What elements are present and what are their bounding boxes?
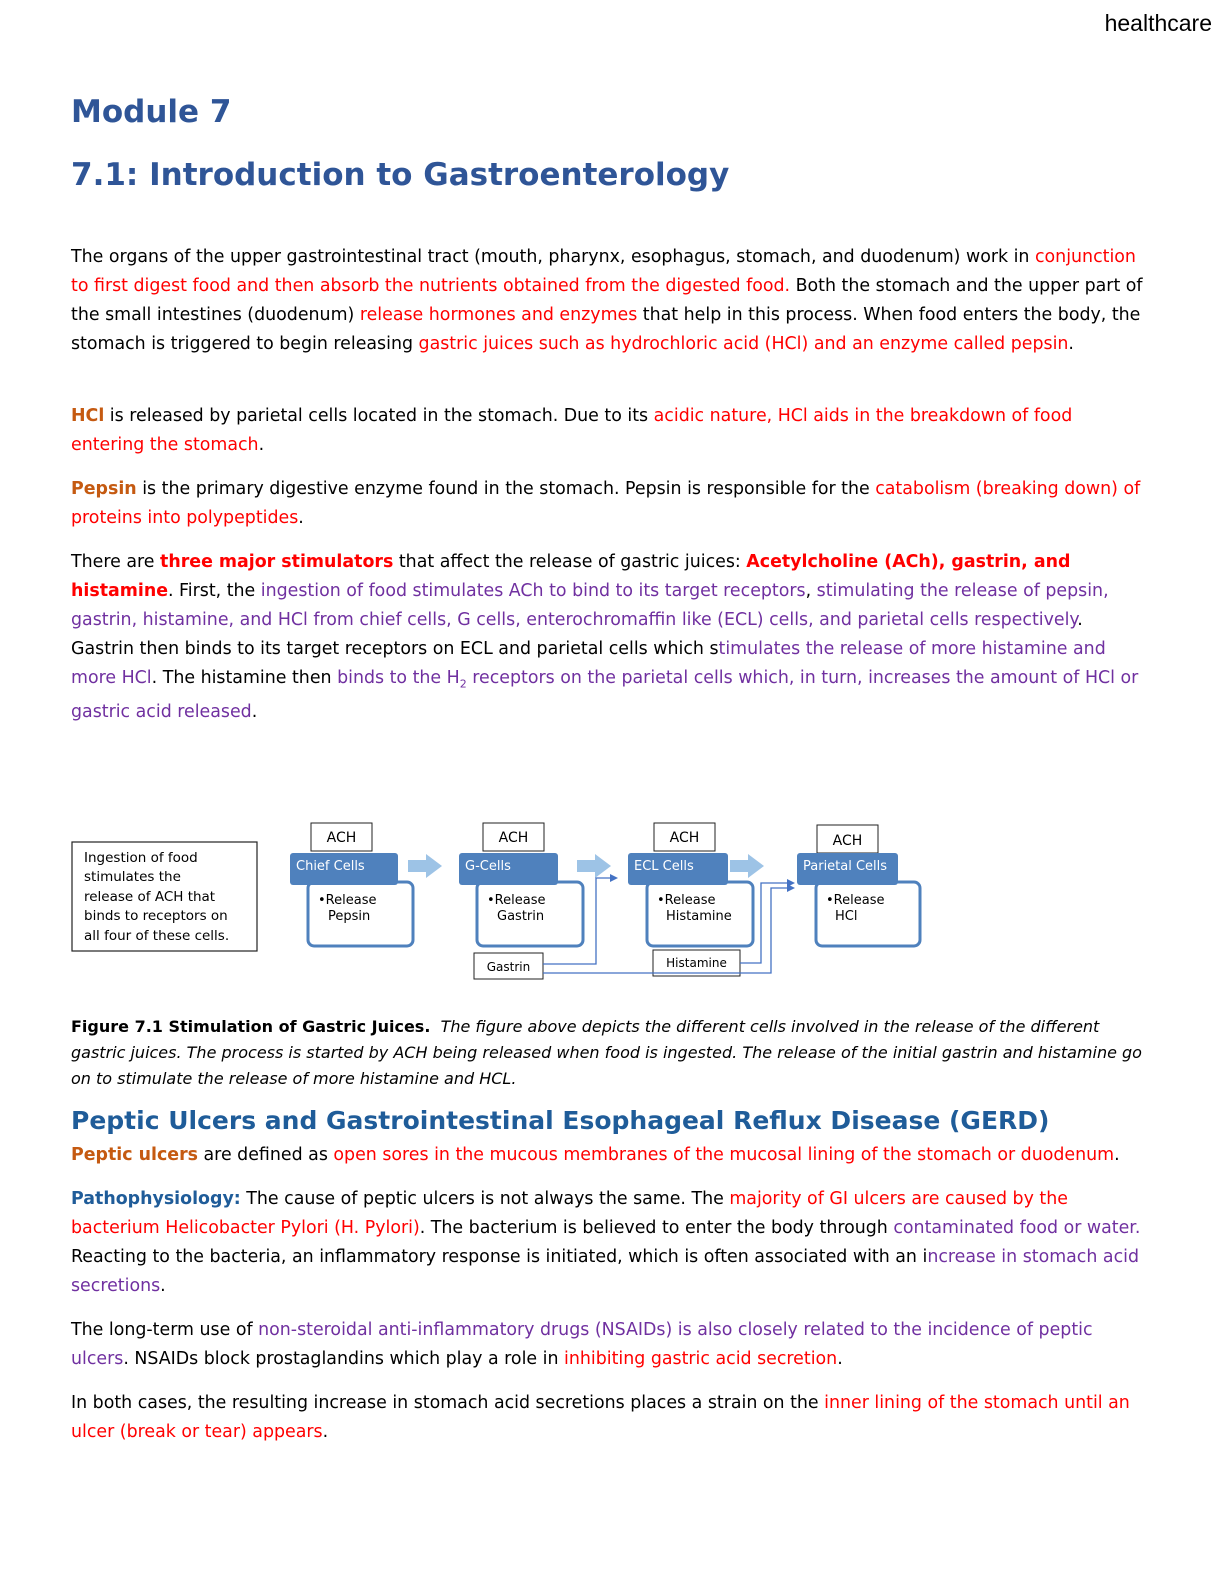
ach-label-g: ACH — [498, 830, 529, 846]
figure-caption: Figure 7.1 Stimulation of Gastric Juices. The figure above depicts the different cells involved in the release of the different gastric juices. The process is started by ACH being released when food is ingested. The release of the initial gastrin and histamine go on to stimulate the release of more histamine and HCL. — [71, 1017, 1142, 1088]
module-title: Module 7 — [71, 94, 232, 130]
arrowhead-ecl — [610, 874, 618, 882]
paragraph-pepsin: Pepsin is the primary digestive enzyme found in the stomach. Pepsin is responsible for the catabolism (breaking down) of proteins into polypeptides. — [71, 479, 1141, 528]
chief-title: Chief Cells — [296, 859, 365, 874]
ecl-line-1: •Release — [657, 893, 716, 908]
g-title: G-Cells — [465, 859, 511, 874]
parietal-title: Parietal Cells — [803, 859, 888, 874]
ach-label-chief: ACH — [326, 830, 357, 846]
parietal-line-2: HCl — [835, 909, 858, 924]
paragraph-peptic-ulcers: Peptic ulcers are defined as open sores in the mucous membranes of the mucosal lining of the stomach or duodenum. — [71, 1145, 1120, 1165]
paragraph-stimulators: There are three major stimulators that affect the release of gastric juices: Acetylcholine (ACh), gastrin, and histamine. First, the ingestion of food stimulates ACh to bind to its target receptors, stimulating the release of pepsin, gastrin, histamine, and HCl from chief cells, G cells, enterochromaffin like (ECL) cells, and parietal cells respectively. Gastrin then binds to its target receptors on ECL and parietal cells which stimulates the release of more histamine and more HCl. The histamine then binds to the $H_2$ receptors on the parietal cells which, in turn, increases the amount of HCl or gastric acid released. — [71, 552, 1139, 723]
gastric-stimulation-diagram — [60, 815, 940, 990]
arrow-2 — [577, 854, 611, 878]
g-line-2: Gastrin — [497, 909, 545, 924]
parietal-detail-box — [816, 882, 920, 946]
section-title: 7.1: Introduction to Gastroenterology — [71, 157, 730, 193]
paragraph-hcl: HCl is released by parietal cells located in the stomach. Due to its acidic nature, HCl aids in the breakdown of food entering the stomach. — [71, 406, 1073, 455]
parietal-line-1: •Release — [826, 893, 885, 908]
paragraph-both-cases: In both cases, the resulting increase in stomach acid secretions places a strain on the inner lining of the stomach until an ulcer (break or tear) appears. — [71, 1393, 1130, 1442]
arrow-1 — [408, 854, 442, 878]
paragraph-nsaids: The long-term use of non-steroidal anti-inflammatory drugs (NSAIDs) is also closely related to the incidence of peptic ulcers. NSAIDs block prostaglandins which play a role in inhibiting gastric acid secretion. — [71, 1320, 1093, 1369]
ach-label-parietal: ACH — [832, 833, 863, 849]
arrowhead-parietal-2 — [787, 879, 795, 887]
header-tag: healthcare — [1104, 10, 1212, 36]
ecl-title: ECL Cells — [634, 859, 694, 874]
chief-line-1: •Release — [318, 893, 377, 908]
intro-line-5: all four of these cells. — [84, 928, 230, 944]
chief-line-2: Pepsin — [328, 909, 371, 924]
intro-line-4: binds to receptors on — [84, 908, 228, 924]
intro-line-2: stimulates the — [84, 869, 181, 885]
paragraph-intro: The organs of the upper gastrointestinal tract (mouth, pharynx, esophagus, stomach, and duodenum) work in conjunction to first digest food and then absorb the nutrients obtained from the digested food. Both the stomach and the upper part of the small intestines (duodenum) release hormones and enzymes that help in this process. When food enters the body, the stomach is triggered to begin releasing gastric juices such as hydrochloric acid (HCl) and an enzyme called pepsin. — [71, 247, 1143, 354]
g-line-1: •Release — [487, 893, 546, 908]
ach-label-ecl: ACH — [669, 830, 700, 846]
arrow-3 — [730, 854, 764, 878]
histamine-label: Histamine — [666, 956, 727, 970]
section2-title: Peptic Ulcers and Gastrointestinal Esophageal Reflux Disease (GERD) — [71, 1106, 1050, 1135]
intro-line-3: release of ACH that — [84, 889, 216, 905]
gastrin-label: Gastrin — [486, 960, 531, 974]
ecl-line-2: Histamine — [666, 909, 732, 924]
intro-line-1: Ingestion of food — [84, 850, 198, 866]
paragraph-pathophysiology: Pathophysiology: The cause of peptic ulcers is not always the same. The majority of GI ulcers are caused by the bacterium Helicobacter Pylori (H. Pylori). The bacterium is believed to enter the body through contaminated food or water. Reacting to the bacteria, an inflammatory response is initiated, which is often associated with an increase in stomach acid secretions. — [71, 1189, 1141, 1296]
